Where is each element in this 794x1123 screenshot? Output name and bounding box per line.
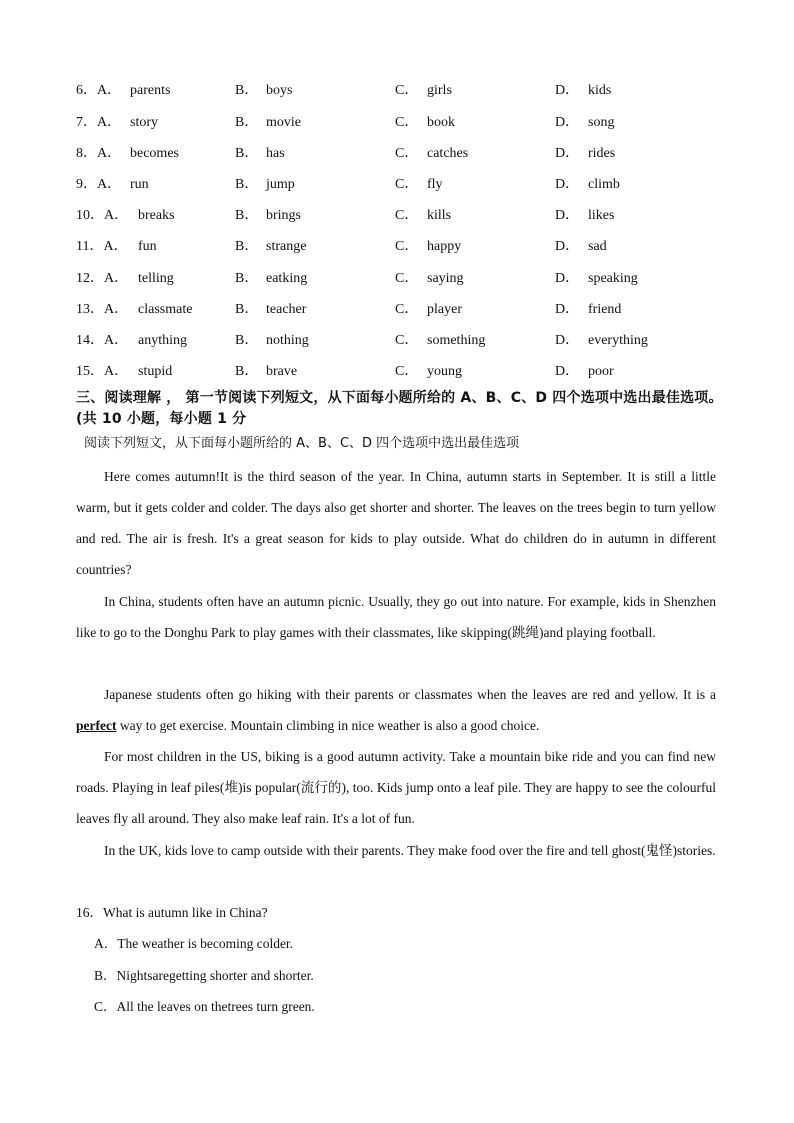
- section-heading: 三、阅读理解 ， 第一节阅读下列短文，从下面每小题所给的 A、B、C、D 四个选项中选出最佳选项。(共 10 小题，每小题 1 分: [76, 390, 723, 427]
- option-b: nothing: [266, 333, 309, 348]
- option-d-label: D．: [555, 271, 580, 286]
- option-c-label: C．: [395, 146, 419, 161]
- option-a: parents: [130, 83, 171, 98]
- option-d-label: D．: [555, 364, 580, 379]
- option-d: rides: [588, 146, 616, 161]
- option-d: song: [588, 115, 615, 130]
- option-b-label: B．: [235, 302, 259, 317]
- option-d-label: D．: [555, 146, 580, 161]
- question-number: 15．A．: [76, 364, 129, 379]
- option-b-label: B．: [235, 83, 259, 98]
- option-c: happy: [427, 239, 462, 254]
- option-c: player: [427, 302, 462, 317]
- option-b: teacher: [266, 302, 307, 317]
- option-a: anything: [138, 333, 187, 348]
- option-c-label: C．: [395, 333, 419, 348]
- question-16-choice-b: B．Nightsaregetting shorter and shorter.: [94, 968, 314, 983]
- option-d-label: D．: [555, 115, 580, 130]
- question-number: 7．A．: [76, 115, 122, 130]
- option-b: boys: [266, 83, 293, 98]
- option-b: jump: [266, 177, 295, 192]
- option-d: everything: [588, 333, 648, 348]
- option-c: young: [427, 364, 462, 379]
- question-number: 6．A．: [76, 83, 122, 98]
- option-a: breaks: [138, 208, 175, 223]
- question-16-stem: 16．What is autumn like in China?: [76, 905, 268, 920]
- option-c-label: C．: [395, 83, 419, 98]
- option-b-label: B．: [235, 333, 259, 348]
- option-c: saying: [427, 271, 464, 286]
- passage-paragraph-1: Here comes autumn!It is the third season of the year. In China, autumn starts in September. It is still a little warm, but it gets colder and colder. The days also get shorter and shorter. The leaves on the trees begin to turn yellow and red. The air is fresh. It's a great season for kids to play outside. What do children do in autumn in different countries?: [76, 469, 716, 577]
- option-d: kids: [588, 83, 612, 98]
- question-number: 8．A．: [76, 146, 122, 161]
- section-instruction: 阅读下列短文，从下面每小题所给的 A、B、C、D 四个选项中选出最佳选项: [84, 436, 520, 451]
- passage-paragraph-5: In the UK, kids love to camp outside with their parents. They make food over the fire and tell ghost(鬼怪)stories.: [104, 843, 716, 858]
- question-16-choice-c: C．All the leaves on thetrees turn green.: [94, 999, 315, 1014]
- option-b-label: B．: [235, 115, 259, 130]
- option-c-label: C．: [395, 115, 419, 130]
- option-c-label: C．: [395, 239, 419, 254]
- option-b-label: B．: [235, 239, 259, 254]
- option-d-label: D．: [555, 208, 580, 223]
- option-d: likes: [588, 208, 615, 223]
- option-a: telling: [138, 271, 174, 286]
- underlined-word: perfect: [76, 718, 117, 733]
- question-16-choice-a: A．The weather is becoming colder.: [94, 936, 294, 951]
- option-c-label: C．: [395, 208, 419, 223]
- option-c: kills: [427, 208, 452, 223]
- option-b: strange: [266, 239, 307, 254]
- option-d: climb: [588, 177, 620, 192]
- option-b: has: [266, 146, 285, 161]
- passage-text: way to get exercise. Mountain climbing in nice weather is also a good choice.: [116, 718, 540, 733]
- option-d: poor: [588, 364, 614, 379]
- option-c: fly: [427, 177, 443, 192]
- option-a: run: [130, 177, 149, 192]
- question-number: 11．A．: [76, 239, 128, 254]
- option-b: brings: [266, 208, 301, 223]
- option-b: movie: [266, 115, 301, 130]
- option-d-label: D．: [555, 83, 580, 98]
- option-c: girls: [427, 83, 452, 98]
- option-a: fun: [138, 239, 157, 254]
- option-d: speaking: [588, 271, 638, 286]
- option-a: becomes: [130, 146, 179, 161]
- option-a: stupid: [138, 364, 173, 379]
- option-d-label: D．: [555, 239, 580, 254]
- question-number: 10．A．: [76, 208, 129, 223]
- option-d-label: D．: [555, 177, 580, 192]
- question-number: 12．A．: [76, 271, 129, 286]
- question-number: 14．A．: [76, 333, 129, 348]
- option-d: friend: [588, 302, 622, 317]
- option-c-label: C．: [395, 177, 419, 192]
- option-c-label: C．: [395, 302, 419, 317]
- option-d: sad: [588, 239, 607, 254]
- option-c-label: C．: [395, 364, 419, 379]
- option-c: catches: [427, 146, 469, 161]
- question-number: 13．A．: [76, 302, 129, 317]
- option-a: classmate: [138, 302, 193, 317]
- option-c: something: [427, 333, 486, 348]
- option-d-label: D．: [555, 302, 580, 317]
- passage-paragraph-4: For most children in the US, biking is a good autumn activity. Take a mountain bike ride and you can find new roads. Playing in leaf piles(堆)is popular(流行的), too. Kids jump onto a leaf pile. They are happy to see the colourful leaves fly all around. They also make leaf rain. It's a lot of fun.: [76, 749, 716, 826]
- option-b-label: B．: [235, 271, 259, 286]
- passage-text: Japanese students often go hiking with their parents or classmates when the leaves are red and yellow. It is a: [104, 687, 716, 702]
- passage-paragraph-2: In China, students often have an autumn picnic. Usually, they go out into nature. For example, kids in Shenzhen like to go to the Donghu Park to play games with their classmates, like skipping(跳绳)and playing football.: [76, 594, 716, 640]
- option-c-label: C．: [395, 271, 419, 286]
- option-a: story: [130, 115, 158, 130]
- option-c: book: [427, 115, 455, 130]
- option-b-label: B．: [235, 208, 259, 223]
- question-number: 9．A．: [76, 177, 122, 192]
- option-b: eatking: [266, 271, 308, 286]
- option-d-label: D．: [555, 333, 580, 348]
- option-b-label: B．: [235, 364, 259, 379]
- option-b: brave: [266, 364, 298, 379]
- option-b-label: B．: [235, 146, 259, 161]
- option-b-label: B．: [235, 177, 259, 192]
- passage-paragraph-3: [76, 679, 716, 741]
